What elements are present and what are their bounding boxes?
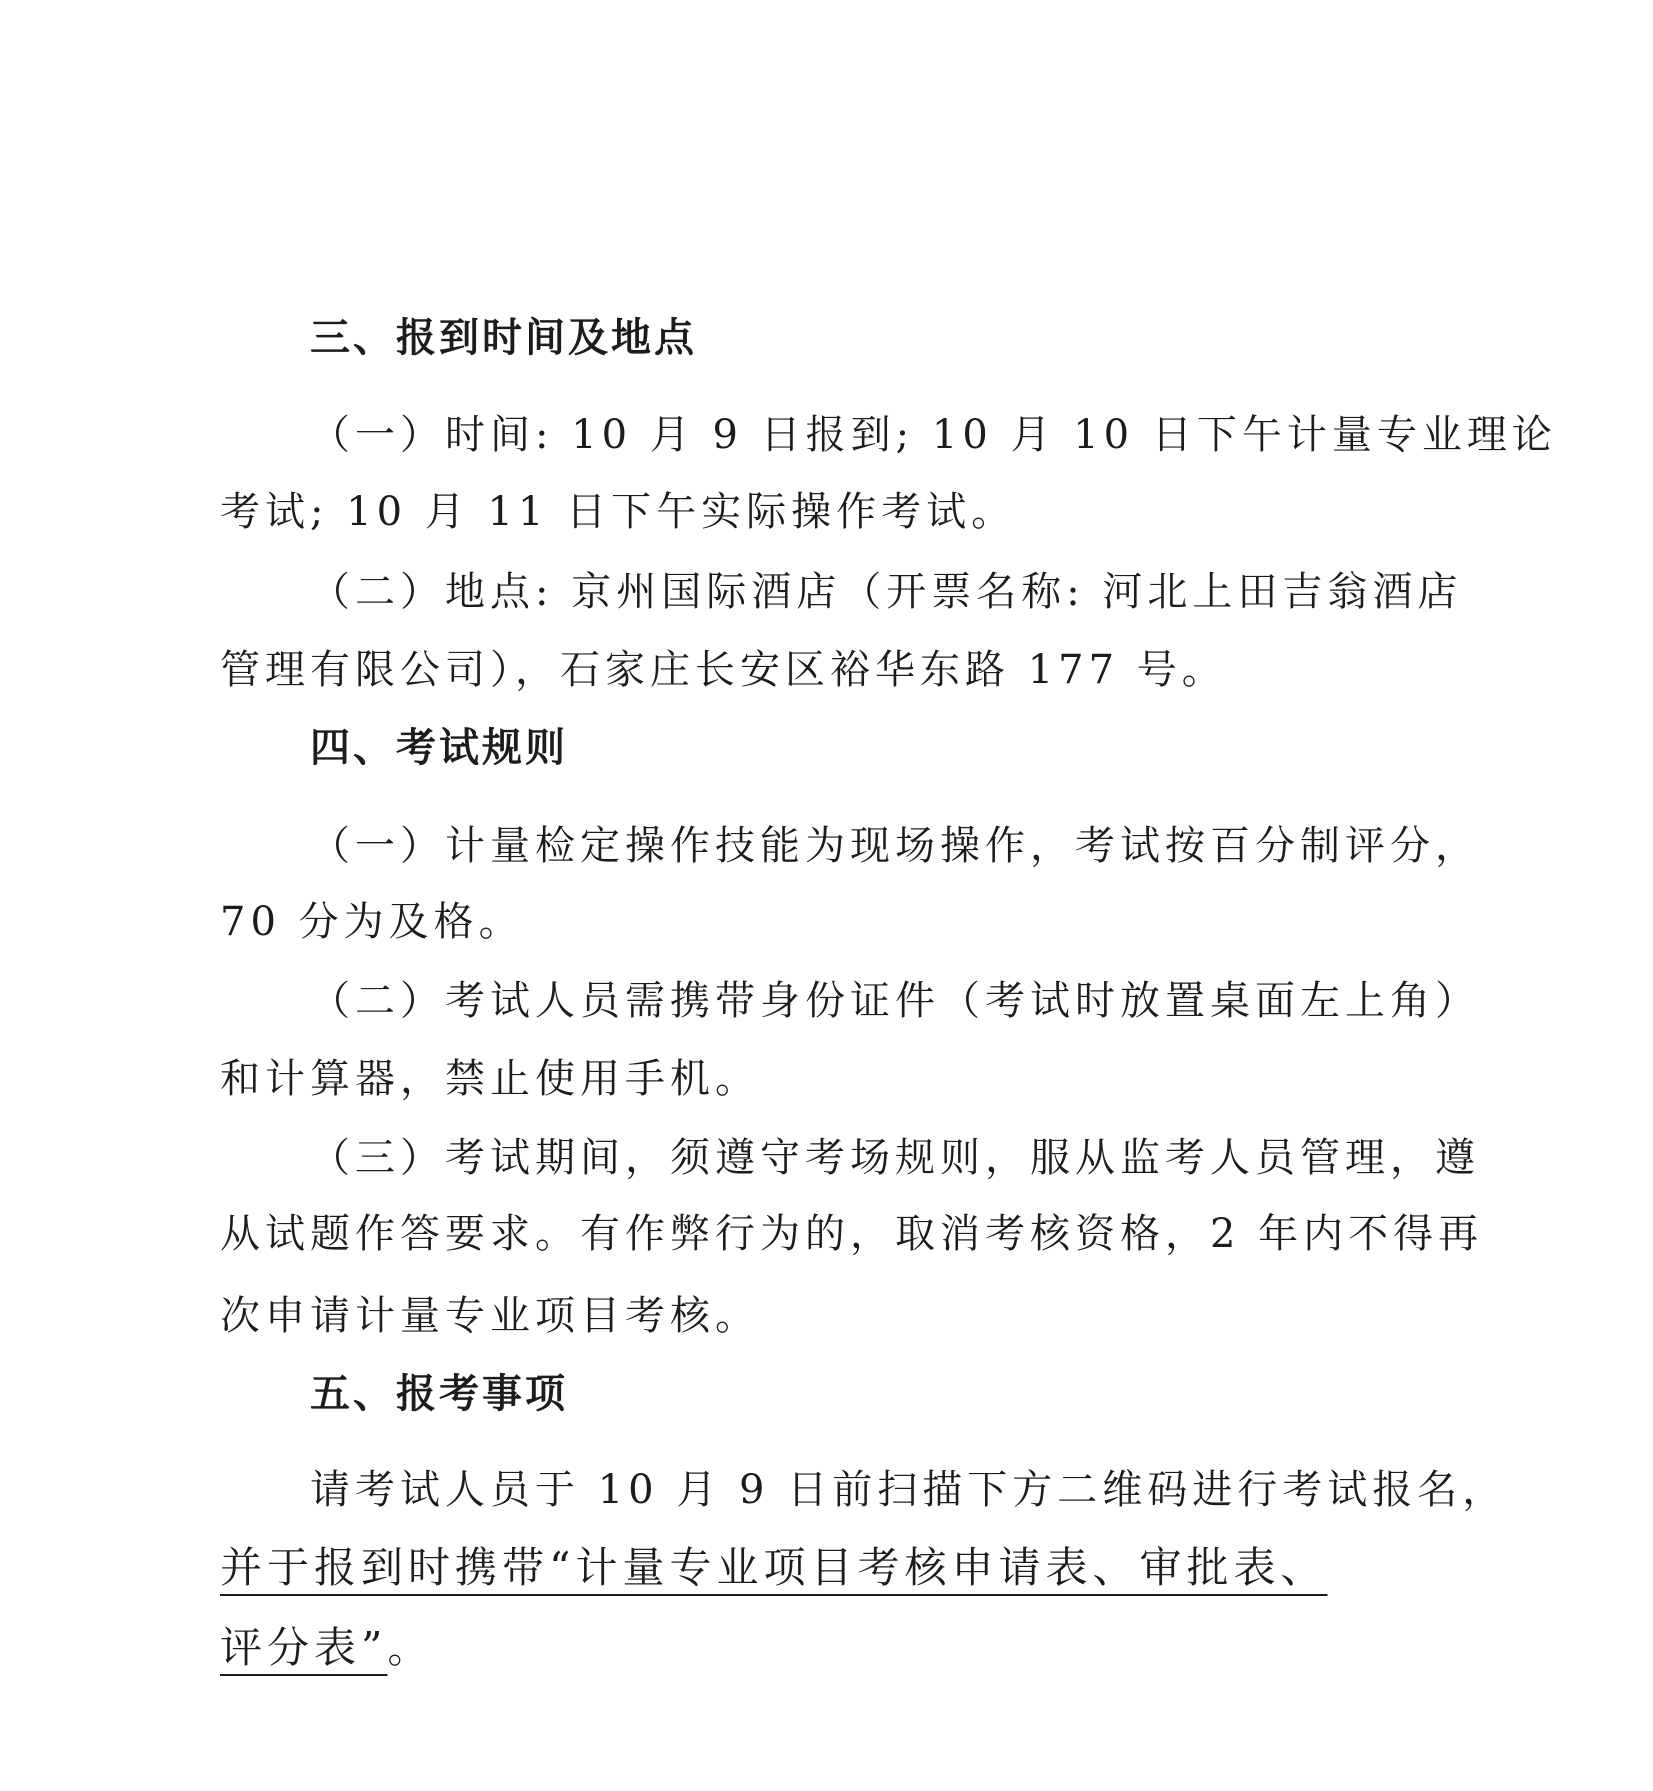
section-4-heading: 四、考试规则 <box>310 725 568 771</box>
section-5-heading: 五、报考事项 <box>310 1371 568 1417</box>
section-4-item-3-line-1: （三）考试期间，须遵守考场规则，服从监考人员管理，遵 <box>310 1135 1480 1181</box>
section-3-item-2-line-2: 管理有限公司），石家庄长安区裕华东路 177 号。 <box>220 647 1227 693</box>
section-5-para-line-3-tail: 。 <box>387 1626 433 1672</box>
section-4-item-2-line-1: （二）考试人员需携带身份证件（考试时放置桌面左上角） <box>310 978 1480 1024</box>
section-5-para-line-3 <box>220 1624 432 1673</box>
section-3-heading: 三、报到时间及地点 <box>310 315 697 361</box>
section-4-item-1-line-2: 70 分为及格。 <box>220 899 524 945</box>
section-5-para-line-1: 请考试人员于 10 月 9 日前扫描下方二维码进行考试报名， <box>310 1467 1508 1513</box>
section-4-item-3-line-3: 次申请计量专业项目考核。 <box>220 1293 760 1339</box>
section-4-item-3-line-2: 从试题作答要求。有作弊行为的，取消考核资格，2 年内不得再 <box>220 1211 1484 1257</box>
section-5-para-line-2-underlined: 并于报到时携带“计量专业项目考核申请表、审批表、 <box>220 1543 1328 1592</box>
section-3-item-2-line-1: （二）地点: 京州国际酒店（开票名称: 河北上田吉翁酒店 <box>310 569 1463 615</box>
section-3-item-1-line-2: 考试; 10 月 11 日下午实际操作考试。 <box>220 489 1017 535</box>
section-5-para-line-3-underlined: 评分表” <box>220 1623 388 1672</box>
section-4-item-1-line-1: （一）计量检定操作技能为现场操作，考试按百分制评分， <box>310 823 1480 869</box>
section-4-item-2-line-2: 和计算器，禁止使用手机。 <box>220 1056 760 1102</box>
section-3-item-1-line-1: （一）时间: 10 月 9 日报到; 10 月 10 日下午计量专业理论 <box>310 412 1557 458</box>
